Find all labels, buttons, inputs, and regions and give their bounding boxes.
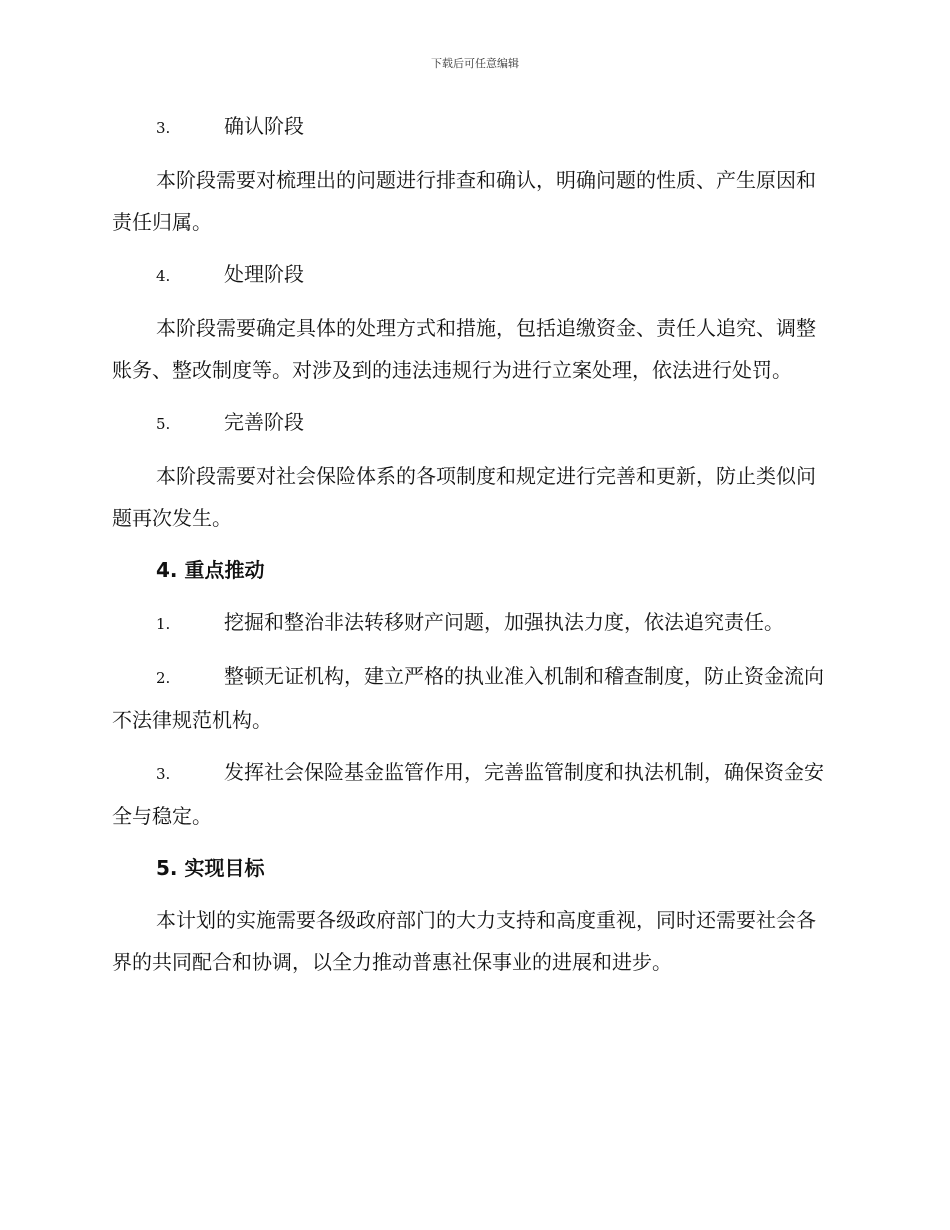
list-item-number: 2. (156, 669, 171, 687)
page-header-note: 下载后可任意编辑 (431, 57, 519, 70)
section-paragraph-goals: 本计划的实施需要各级政府部门的大力支持和高度重视，同时还需要社会各界的共同配合和协调，以全力推动普惠社保事业的进展和进步。 (112, 908, 816, 974)
stage-paragraph-confirm: 本阶段需要对梳理出的问题进行排查和确认，明确问题的性质、产生原因和责任归属。 (112, 168, 816, 234)
stage-number: 5. (156, 415, 171, 433)
list-item-number: 3. (156, 765, 171, 783)
list-item (112, 751, 832, 837)
list-item-number: 1. (156, 615, 171, 633)
list-item-text: 发挥社会保险基金监管作用，完善监管制度和执法机制，确保资金安全与稳定。 (112, 760, 824, 828)
stage-paragraph-process: 本阶段需要确定具体的处理方式和措施，包括追缴资金、责任人追究、调整账务、整改制度等。对涉及到的违法违规行为进行立案处理，依法进行处罚。 (112, 316, 816, 382)
stage-heading-confirm (112, 105, 832, 149)
stage-number: 4. (156, 267, 171, 285)
stage-number: 3. (156, 119, 171, 137)
list-item-text: 整顿无证机构，建立严格的执业准入机制和稽查制度，防止资金流向不法律规范机构。 (112, 664, 824, 732)
stage-title: 确认阶段 (224, 114, 304, 138)
list-item-text: 挖掘和整治非法转移财产问题，加强执法力度，依法追究责任。 (224, 610, 784, 634)
section-heading-key-push: 4. 重点推动 (156, 558, 265, 582)
list-item (112, 601, 832, 645)
stage-paragraph-improve: 本阶段需要对社会保险体系的各项制度和规定进行完善和更新，防止类似问题再次发生。 (112, 464, 816, 530)
stage-heading-process (112, 253, 832, 297)
stage-heading-improve (112, 401, 832, 445)
stage-title: 完善阶段 (224, 410, 304, 434)
section-heading-goals: 5. 实现目标 (156, 856, 265, 880)
document-body (112, 105, 832, 993)
stage-title: 处理阶段 (224, 262, 304, 286)
list-item (112, 655, 832, 741)
